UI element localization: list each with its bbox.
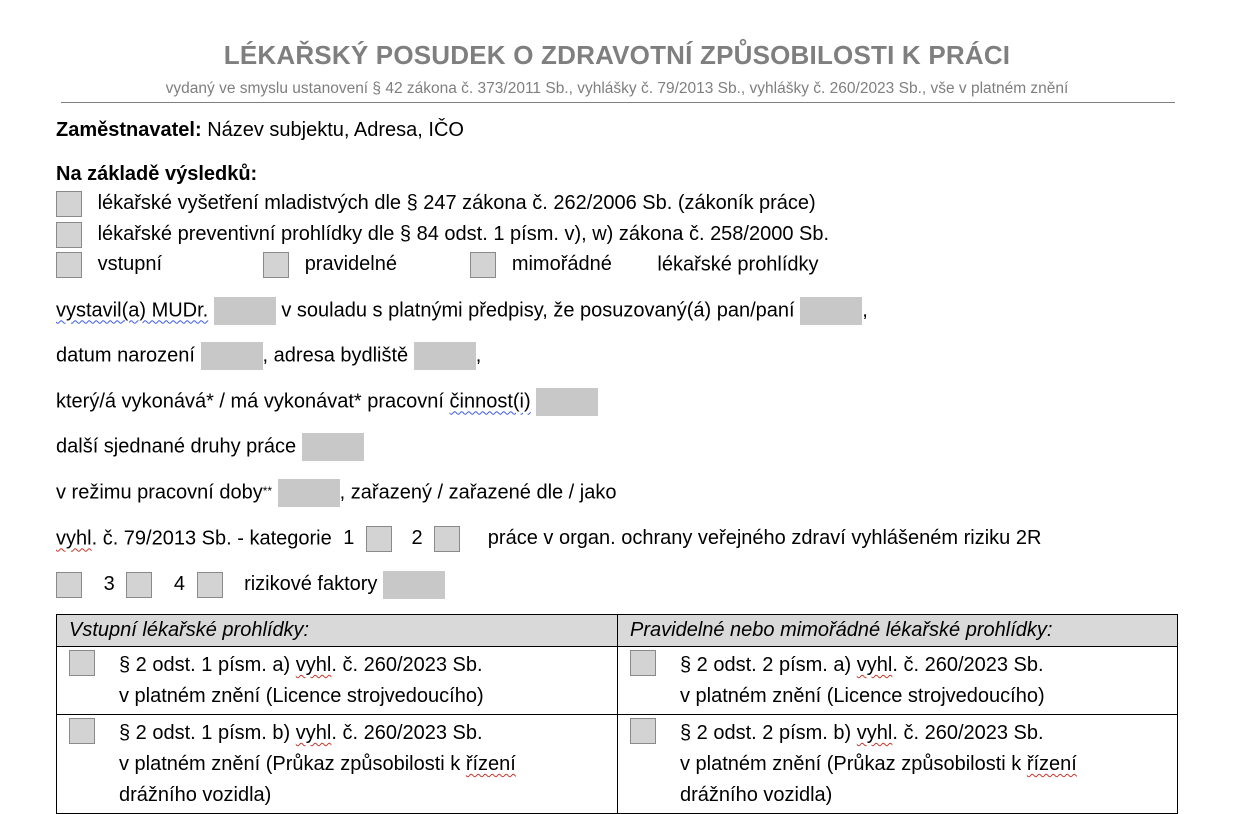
category-2-label: 2 [411,527,423,550]
periodic-license-checkbox[interactable] [630,650,656,676]
comma-2: , [475,344,482,367]
category-2r-label: práce v organ. ochrany veřejného zdraví vyhlášeném riziku 2R [487,527,1042,550]
entry-license-line-2: v platném znění (Licence strojvedoucího) [119,685,484,707]
statement-line-4 [56,433,364,461]
juveniles-checkbox[interactable] [56,191,82,217]
other-work-field[interactable] [302,433,364,461]
statement-line-2 [56,342,481,370]
category-1-checkbox[interactable] [366,526,392,552]
periodic-permit-line-1: § 2 odst. 2 písm. b) vyhl. č. 260/2023 Sb. [680,722,1044,744]
comma-1: , [862,299,868,322]
work-regime-field[interactable] [278,479,340,507]
category-3-label: 3 [103,573,115,596]
issued-by-label: vystavil(a) MUDr. [56,299,209,322]
periodic-exam-label: pravidelné [304,253,397,276]
statement-line-5 [56,479,617,507]
exam-type-row [56,252,819,278]
category-3-checkbox[interactable] [126,572,152,598]
statement-line-1 [56,297,868,325]
work-regime-footnote: ** [262,484,273,498]
entry-exam-label: vstupní [97,253,163,276]
periodic-permit-line-3: drážního vozidla) [680,784,833,806]
category-1-label: 1 [343,527,355,550]
exam-suffix-label: lékařské prohlídky [657,253,819,276]
preventive-label: lékařské preventivní prohlídky dle § 84 odst. 1 písm. v), w) zákona č. 258/2000 Sb. [97,223,830,246]
birth-date-field[interactable] [201,342,263,370]
basis-heading: Na základě výsledků: [56,163,258,185]
table-row [57,647,1178,715]
address-field[interactable] [414,342,476,370]
periodic-exams-header: Pravidelné nebo mimořádné lékařské prohlídky: [618,615,1178,647]
work-activity-field[interactable] [536,388,598,416]
employer-line [56,118,464,142]
periodic-permit-checkbox[interactable] [630,718,656,744]
statement-line-3 [56,388,598,416]
table-cell [618,715,1178,814]
work-regime-label: v režimu pracovní doby [56,481,263,504]
header-rule [61,102,1175,103]
juveniles-label: lékařské vyšetření mladistvých dle § 247 zákona č. 262/2006 Sb. (zákoník práce) [97,192,816,215]
preventive-checkbox[interactable] [56,222,82,248]
doctor-name-field[interactable] [214,297,276,325]
other-work-label: další sjednané druhy práce [56,435,297,458]
employer-label: Zaměstnavatel: [56,119,202,141]
entry-permit-line-2: v platném znění (Průkaz způsobilosti k řízení [119,753,516,775]
category-2r-checkbox[interactable] [56,572,82,598]
table-header-row [57,615,1178,647]
category-2-checkbox[interactable] [434,526,460,552]
risk-factors-field[interactable] [383,571,445,599]
employer-value[interactable]: Název subjektu, Adresa, IČO [207,119,464,141]
table-cell [57,715,618,814]
table-cell [57,647,618,715]
decree-abbrev: vyhl [56,527,92,550]
periodic-permit-line-2: v platném znění (Průkaz způsobilosti k řízení [680,753,1077,775]
decree-label: . č. 79/2013 Sb. - kategorie [91,527,332,550]
category-line-2 [56,571,445,599]
category-line-1 [56,526,1041,552]
person-name-field[interactable] [800,297,862,325]
entry-permit-line-3: drážního vozidla) [119,784,272,806]
document-subtitle: vydaný ve smyslu ustanovení § 42 zákona č. 373/2011 Sb., vyhlášky č. 79/2013 Sb., vyhlášky č. 260/2023 Sb., vše v platném znění [165,80,1069,97]
periodic-license-line-1: § 2 odst. 2 písm. a) vyhl. č. 260/2023 Sb. [680,654,1044,676]
exam-type-table [56,614,1178,814]
basis-option-juveniles [56,191,816,217]
extraordinary-exam-checkbox[interactable] [470,252,496,278]
category-4-checkbox[interactable] [197,572,223,598]
periodic-license-line-2: v platném znění (Licence strojvedoucího) [680,685,1045,707]
entry-license-line-1: § 2 odst. 1 písm. a) vyhl. č. 260/2023 Sb. [119,654,483,676]
address-label: , adresa bydliště [262,344,409,367]
table-cell [618,647,1178,715]
work-activity-label: který/á vykonává* / má vykonávat* pracovní [56,390,444,413]
extraordinary-exam-label: mimořádné [511,253,612,276]
entry-license-checkbox[interactable] [69,650,95,676]
entry-exam-checkbox[interactable] [56,252,82,278]
birth-date-label: datum narození [56,344,195,367]
risk-factors-label: rizikové faktory [244,573,378,596]
compliance-label: v souladu s platnými předpisy, že posuzovaný(á) pan/paní [281,299,795,322]
entry-permit-checkbox[interactable] [69,718,95,744]
activities-label: činnost(i) [449,390,531,413]
document-title: LÉKAŘSKÝ POSUDEK O ZDRAVOTNÍ ZPŮSOBILOSTI K PRÁCI [223,40,1011,70]
periodic-exam-checkbox[interactable] [263,252,289,278]
classification-label: , zařazený / zařazené dle / jako [339,481,617,504]
basis-option-preventive [56,222,829,248]
entry-permit-line-1: § 2 odst. 1 písm. b) vyhl. č. 260/2023 Sb. [119,722,483,744]
table-row [57,715,1178,814]
entry-exams-header: Vstupní lékařské prohlídky: [57,615,618,647]
category-4-label: 4 [173,573,185,596]
